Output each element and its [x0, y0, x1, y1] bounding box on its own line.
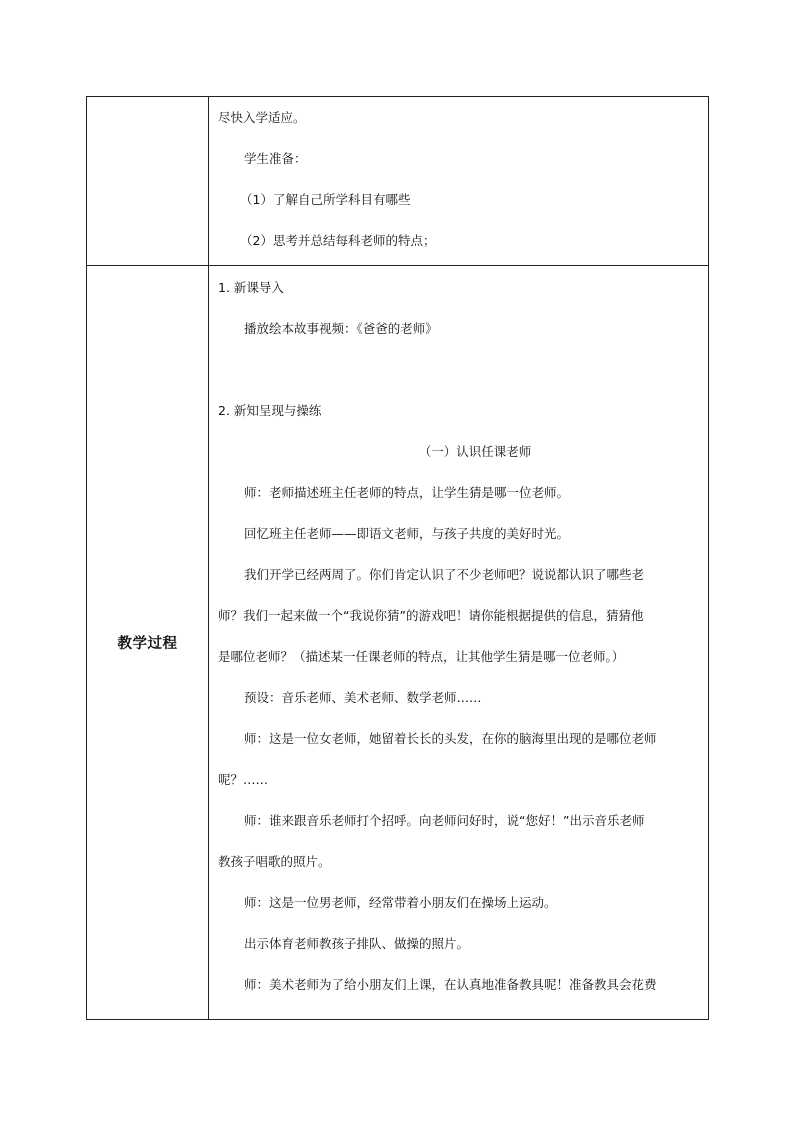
- text-line: 尽快入学适应。: [218, 110, 306, 125]
- text-line: 呢？……: [218, 772, 269, 787]
- text-line: （1）了解自己所学科目有哪些: [240, 192, 411, 207]
- text-line: 播放绘本故事视频：《爸爸的老师》: [244, 321, 438, 336]
- text-line: 学生准备：: [244, 151, 307, 166]
- row-label: 教学过程: [117, 636, 178, 652]
- content-cell-preparation: [209, 97, 709, 266]
- text-line: 师？我们一起来做一个“我说你猜”的游戏吧！请你能根据提供的信息，猜猜他: [218, 608, 644, 623]
- lesson-plan-table: [86, 96, 709, 1020]
- label-cell-empty: [87, 97, 209, 266]
- text-line: 出示体育老师教孩子排队、做操的照片。: [244, 936, 470, 951]
- text-line: 师：美术老师为了给小朋友们上课，在认真地准备教具呢！准备教具会花费: [244, 977, 657, 992]
- text-line: 回忆班主任老师——即语文老师，与孩子共度的美好时光。: [244, 526, 570, 541]
- table-row: [87, 97, 709, 266]
- text-line: 师：这是一位男老师，经常带着小朋友们在操场上运动。: [244, 895, 557, 910]
- text-line: 预设：音乐老师、美术老师、数学老师……: [244, 690, 482, 705]
- step-title: 1. 新课导入: [218, 280, 284, 295]
- text-line: 是哪位老师？（描述某一任课老师的特点，让其他学生猜是哪一位老师。）: [218, 649, 625, 664]
- text-line: 师：这是一位女老师，她留着长长的头发，在你的脑海里出现的是哪位老师: [244, 731, 657, 746]
- text-line: 师：老师描述班主任老师的特点，让学生猜是哪一位老师。: [244, 485, 570, 500]
- content-cell-teaching-process: [209, 266, 709, 1020]
- section-heading: （一）认识任课老师: [418, 444, 532, 459]
- text-line: 教孩子唱歌的照片。: [218, 854, 331, 869]
- text-line: （2）思考并总结每科老师的特点；: [240, 233, 436, 248]
- table-row: [87, 266, 709, 1020]
- label-cell-teaching-process: [87, 266, 209, 1020]
- step-title: 2. 新知呈现与操练: [218, 403, 322, 418]
- text-line: 师：谁来跟音乐老师打个招呼。向老师问好时，说“您好！”出示音乐老师: [244, 813, 645, 828]
- text-line: 我们开学已经两周了。你们肯定认识了不少老师吧？说说都认识了哪些老: [244, 567, 645, 582]
